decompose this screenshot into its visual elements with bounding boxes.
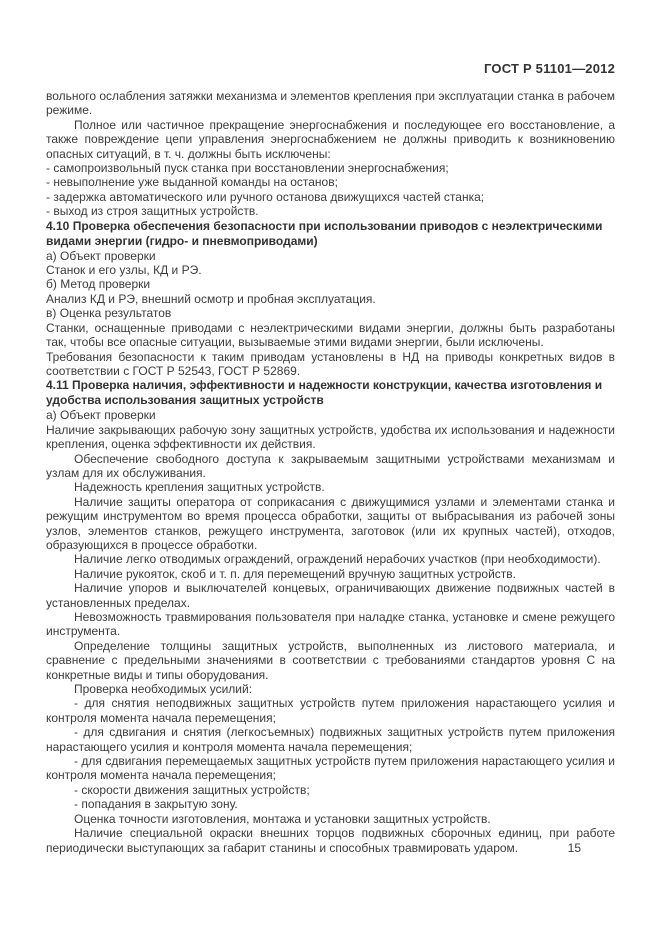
paragraph: вольного ослабления затяжки механизма и элементов крепления при эксплуатации станка в рабочем режиме. bbox=[46, 89, 615, 118]
paragraph: Определение толщины защитных устройств, выполненных из листового материала, и сравнение с предельными значениями в соответствии с требованиями стандартов уровня С на конкретные виды и типы оборудования. bbox=[46, 638, 615, 682]
sub-paragraph: Станок и его узлы, КД и РЭ. bbox=[46, 263, 202, 278]
list-label: а) Объект проверки bbox=[46, 248, 156, 263]
paragraph: Наличие упоров и выключателей концевых, ограничивающих движение подвижных частей в установленных пределах. bbox=[46, 581, 615, 610]
list-label: а) Объект проверки bbox=[46, 408, 156, 423]
list-label: б) Метод проверки bbox=[46, 277, 151, 292]
paragraph: Наличие специальной окраски внешних торцов подвижных сборочных единиц, при работе периодически выступающих за габарит станины и способных травмировать ударом. bbox=[46, 826, 615, 855]
list-item: - самопроизвольный пуск станка при восстановлении энергоснабжения; bbox=[46, 161, 449, 176]
paragraph: Невозможность травмирования пользователя при наладке станка, установке и смене режущего инструмента. bbox=[46, 610, 615, 639]
section-heading: 4.10 Проверка обеспечения безопасности при использовании приводов с неэлектрическими видами энергии (гидро- и пневмоприводами) bbox=[46, 218, 603, 248]
paragraph: - скорости движения защитных устройств; bbox=[74, 782, 310, 797]
sub-paragraph: Наличие закрывающих рабочую зону защитных устройств, удобства их использования и надежности крепления, оценка эффективности их действия. bbox=[46, 422, 615, 452]
sub-paragraph: Анализ КД и РЭ, внешний осмотр и пробная эксплуатация. bbox=[46, 291, 376, 306]
paragraph: - попадания в закрытую зону. bbox=[74, 797, 238, 812]
document-body bbox=[46, 89, 615, 855]
section-heading: 4.11 Проверка наличия, эффективности и надежности конструкции, качества изготовления и удобства использования защитных устройств bbox=[46, 378, 603, 408]
list-item: - невыполнение уже выданной команды на останов; bbox=[46, 175, 338, 190]
paragraph: Проверка необходимых усилий: bbox=[74, 682, 253, 697]
paragraph: - для снятия неподвижных защитных устройств путем приложения нарастающего усилия и контроля момента начала перемещения; bbox=[46, 696, 615, 725]
paragraph: Обеспечение свободного доступа к закрываемым защитными устройствами механизмам и узлам для их обслуживания. bbox=[46, 451, 615, 480]
paragraph: Наличие легко отводимых ограждений, ограждений нерабочих участков (при необходимости). bbox=[74, 552, 601, 567]
page-number: 15 bbox=[567, 841, 581, 855]
paragraph: Наличие рукояток, скоб и т. п. для перемещений вручную защитных устройств. bbox=[74, 566, 516, 581]
sub-paragraph: Требования безопасности к таким приводам установлены в НД на приводы конкретных видов в соответствии с ГОСТ Р 52543, ГОСТ Р 52869. bbox=[46, 349, 615, 378]
paragraph: Наличие защиты оператора от соприкасания с движущимися узлами и элементами станка и режущим инструментом во время процесса обработки, защиты от выбрасывания из рабочей зоны узлов, элементов станков, режущего инструмента, заготовок (или их крупных частей), отходов, образующихся в процессе обработки. bbox=[46, 494, 615, 552]
paragraph: Оценка точности изготовления, монтажа и установки защитных устройств. bbox=[74, 811, 491, 826]
list-item: - задержка автоматического или ручного останова движущихся частей станка; bbox=[46, 189, 485, 204]
paragraph: - для сдвигания перемещаемых защитных устройств путем приложения нарастающего усилия и контроля момента начала перемещения; bbox=[46, 754, 615, 783]
list-label: в) Оценка результатов bbox=[46, 306, 172, 321]
standard-designation-header: ГОСТ Р 51101—2012 bbox=[484, 61, 615, 76]
sub-paragraph: Станки, оснащенные приводами с неэлектрическими видами энергии, должны быть разработаны так, чтобы все опасные ситуации, вызываемые этими видами энергии, были исключены. bbox=[46, 320, 615, 350]
paragraph: - для сдвигания и снятия (легкосъемных) подвижных защитных устройств путем приложения нарастающего усилия и контроля момента начала перемещения; bbox=[46, 725, 615, 754]
paragraph: Полное или частичное прекращение энергоснабжения и последующее его восстановление, а также повреждение цепи управления энергоснабжением не должны приводить к возникновению опасных ситуаций, в т. ч. должны быть исключены: bbox=[46, 117, 615, 161]
paragraph: Надежность крепления защитных устройств. bbox=[74, 480, 325, 495]
list-item: - выход из строя защитных устройств. bbox=[46, 204, 259, 219]
